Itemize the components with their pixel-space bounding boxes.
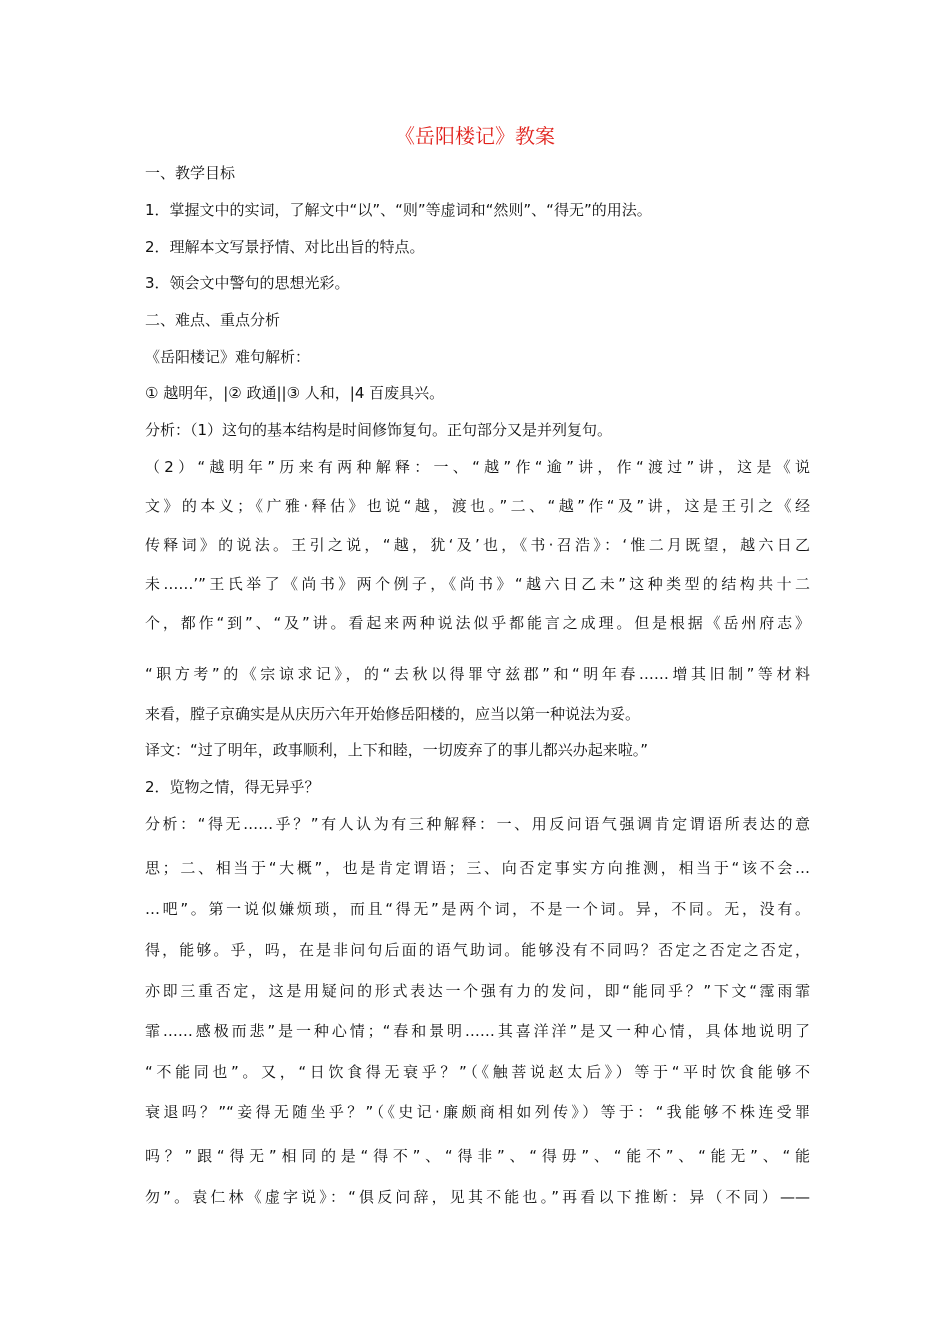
paragraph-line: 霏……感极而悲”是一种心情；“春和景明……其喜洋洋”是又一种心情，具体地说明了 [145,1022,810,1040]
paragraph-line: 文》的本义；《广雅·释估》也说“越，渡也。”二、“越”作“及”讲，这是王引之《经 [145,497,810,515]
paragraph-line: 传释词》的说法。王引之说，“越，犹‘及’也，《书·召浩》：‘惟二月既望，越六日乙 [145,536,810,554]
section-heading: 二、难点、重点分析 [145,311,281,329]
section-heading: 一、教学目标 [145,164,236,182]
paragraph-line: 思；二、相当于“大概”，也是肯定谓语；三、向否定事实方向推测，相当于“该不会… [145,859,810,877]
paragraph-line: “不能同也”。又，“日饮食得无衰乎？”（《触菩说赵太后》）等于“平时饮食能够不 [145,1063,810,1081]
paragraph-line: 未……’”王氏举了《尚书》两个例子，《尚书》“越六日乙未”这种类型的结构共十二 [145,575,810,593]
paragraph-line: 吗？”跟“得无”相同的是“得不”、“得非”、“得毋”、“能不”、“能无”、“能 [145,1147,810,1165]
paragraph-line: 亦即三重否定，这是用疑问的形式表达一个强有力的发问，即“能同乎？”下文“霪雨霏 [145,982,810,1000]
paragraph-line: 《岳阳楼记》难句解析： [145,348,311,366]
paragraph-line: 来看，膛子京确实是从庆历六年开始修岳阳楼的，应当以第一种说法为妥。 [145,705,641,723]
paragraph-line: “职方考”的《宗谅求记》，的“去秋以得罪守兹郡”和“明年春……增其旧制”等材料 [145,665,810,683]
paragraph-line: ① 越明年，|② 政通||③ 人和，|4 百废具兴。 [145,384,445,402]
document-title: 《岳阳楼记》教案 [395,124,555,148]
paragraph-line: 2．理解本文写景抒情、对比出旨的特点。 [145,238,425,256]
paragraph-line: 2．览物之情，得无异乎？ [145,778,320,796]
paragraph-line: 衰退吗？”“妾得无随坐乎？”（《史记·廉颇商相如列传》）等于：“我能够不株连受罪 [145,1103,810,1121]
paragraph-line: 勿”。袁仁林《虚字说》：“俱反问辞，见其不能也。”再看以下推断：异（不同）—— [145,1188,810,1206]
paragraph-line: （2）“越明年”历来有两种解释：一、“越”作“逾”讲，作“渡过”讲，这是《说 [145,458,810,476]
paragraph-line: 1．掌握文中的实词，了解文中“以”、“则”等虚词和“然则”、“得无”的用法。 [145,201,652,219]
paragraph-line: 得，能够。乎，吗，在是非问句后面的语气助词。能够没有不同吗？否定之否定之否定， [145,941,810,959]
paragraph-line: 分析：（1）这句的基本结构是时间修饰复句。正句部分又是并列复句。 [145,421,613,439]
paragraph-line: 译文：“过了明年，政事顺利，上下和睦，一切废弃了的事儿都兴办起来啦。” [145,741,649,759]
paragraph-line: 个，都作“到”、“及”讲。看起来两种说法似乎都能言之成理。但是根据《岳州府志》 [145,614,810,632]
paragraph-line: 分析：“得无……乎？”有人认为有三种解释：一、用反问语气强调肯定谓语所表达的意 [145,815,810,833]
paragraph-line: 3．领会文中警句的思想光彩。 [145,274,350,292]
paragraph-line: …吧”。第一说似嫌烦琐，而且“得无”是两个词，不是一个词。异，不同。无，没有。 [145,900,810,918]
